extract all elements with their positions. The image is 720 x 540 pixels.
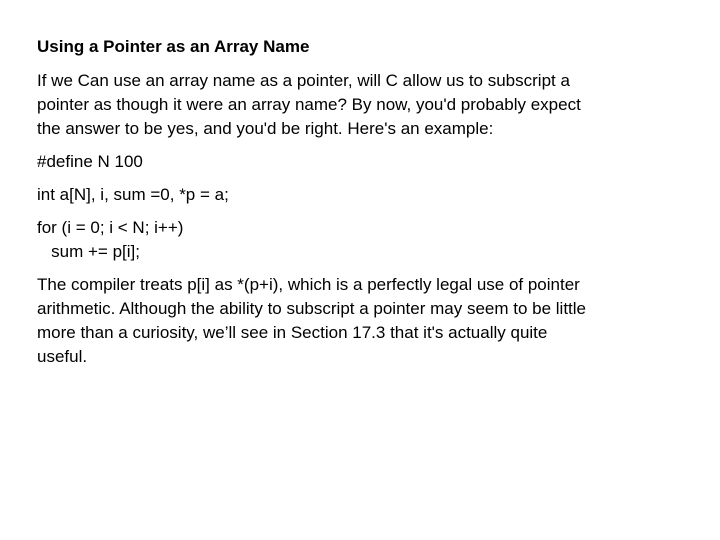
code-define bbox=[37, 150, 697, 174]
code-loop bbox=[37, 216, 697, 264]
closing-line: arithmetic. Although the ability to subscript a pointer may seem to be little bbox=[37, 299, 586, 318]
loop-line: for (i = 0; i < N; i++) bbox=[37, 218, 184, 237]
closing-line: more than a curiosity, we’ll see in Section 17.3 that it's actually quite bbox=[37, 323, 548, 342]
loop-line: sum += p[i]; bbox=[37, 242, 140, 261]
slide-title: Using a Pointer as an Array Name bbox=[37, 37, 310, 56]
declaration-statement: int a[N], i, sum =0, *p = a; bbox=[37, 185, 229, 204]
intro-line: the answer to be yes, and you'd be right. Here's an example: bbox=[37, 119, 494, 138]
closing-line: The compiler treats p[i] as *(p+i), which is a perfectly legal use of pointer bbox=[37, 275, 580, 294]
intro-line: If we Can use an array name as a pointer, will C allow us to subscript a bbox=[37, 71, 570, 90]
slide-content bbox=[37, 35, 697, 378]
closing-paragraph bbox=[37, 273, 697, 369]
define-statement: #define N 100 bbox=[37, 152, 143, 171]
intro-paragraph bbox=[37, 69, 697, 141]
intro-line: pointer as though it were an array name? By now, you'd probably expect bbox=[37, 95, 581, 114]
closing-line: useful. bbox=[37, 347, 88, 366]
code-declaration bbox=[37, 183, 697, 207]
